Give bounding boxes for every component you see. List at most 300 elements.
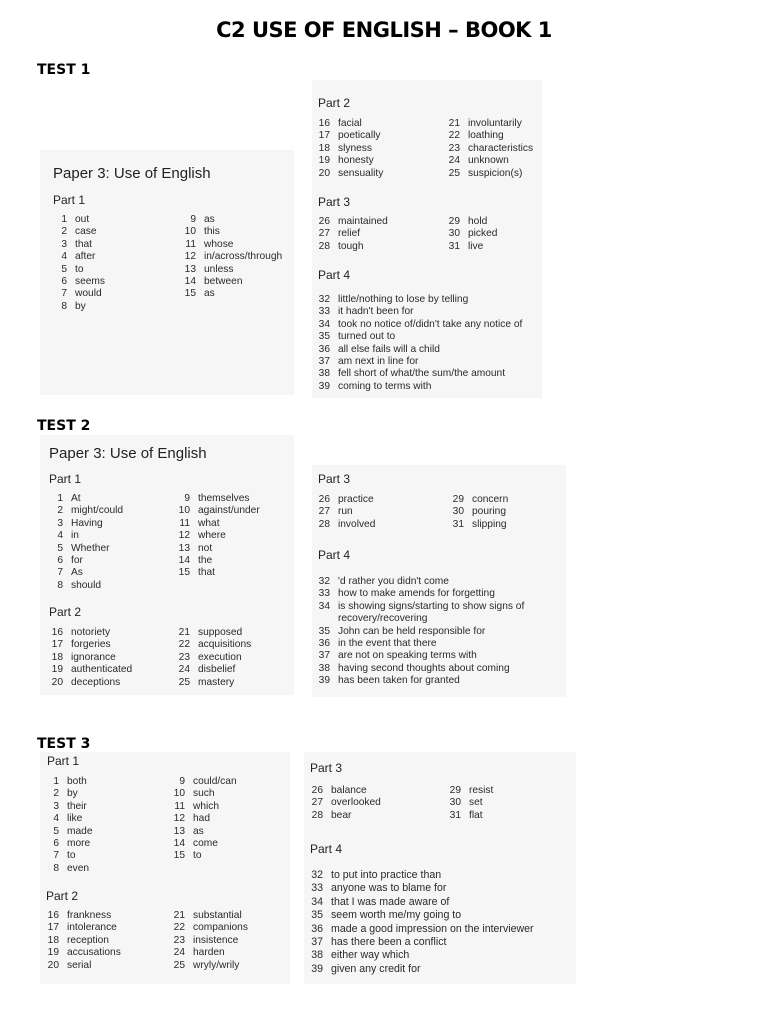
answer-row xyxy=(443,785,493,797)
answer-text: that xyxy=(198,567,215,579)
answer-number: 6 xyxy=(57,554,63,566)
answer-text: sensuality xyxy=(338,167,384,179)
answer-text: turned out to xyxy=(338,331,396,343)
answer-text: took no notice of/didn't take any notice of xyxy=(338,318,523,330)
answer-row xyxy=(49,251,105,263)
answer-number: 23 xyxy=(173,934,185,946)
answer-text: balance xyxy=(331,785,367,796)
answer-number: 7 xyxy=(57,567,63,579)
answer-number: 12 xyxy=(184,251,196,263)
answer-number: 29 xyxy=(452,494,464,505)
answer-text: insistence xyxy=(193,934,239,946)
answer-row xyxy=(49,288,105,300)
answer-number: 13 xyxy=(173,825,185,837)
answer-number: 18 xyxy=(47,934,59,946)
answer-row xyxy=(305,785,381,797)
answer-number: 8 xyxy=(53,862,59,874)
answer-text: are not on speaking terms with xyxy=(338,650,477,662)
answer-text: Whether xyxy=(71,542,110,554)
answer-row xyxy=(312,650,524,662)
answer-number xyxy=(312,613,338,625)
answer-text: more xyxy=(67,837,91,849)
answer-text: mastery xyxy=(198,676,235,688)
answer-text: substantial xyxy=(193,910,242,921)
answer-number: 36 xyxy=(318,343,330,355)
answer-text: in xyxy=(71,530,79,542)
answer-row xyxy=(312,306,522,318)
test-2-part-3-col-2 xyxy=(446,494,508,531)
answer-text: made a good impression on the interviewer xyxy=(331,922,534,935)
answer-row xyxy=(45,505,123,517)
answer-row xyxy=(45,543,123,555)
answer-text: against/under xyxy=(198,505,260,517)
answer-row xyxy=(312,506,375,518)
answer-text: wryly/wrily xyxy=(193,959,240,971)
part-2-title: Part 2 xyxy=(49,605,82,619)
answer-text: involved xyxy=(338,518,376,530)
part-3-title: Part 3 xyxy=(310,761,343,775)
answer-row xyxy=(45,639,132,651)
answer-number: 14 xyxy=(178,554,190,566)
answer-number: 20 xyxy=(47,959,59,971)
answer-row xyxy=(312,576,524,588)
answer-number: 34 xyxy=(318,318,330,330)
answer-number: 23 xyxy=(448,142,460,154)
test-3-part-1-col-1 xyxy=(41,776,92,875)
answer-number: 10 xyxy=(173,788,185,800)
answer-row xyxy=(172,664,251,676)
answer-number: 7 xyxy=(53,850,59,862)
answer-text: seem worth me/my going to xyxy=(331,909,462,922)
answer-number: 33 xyxy=(318,588,330,600)
answer-text: by xyxy=(67,788,78,800)
answer-number: 38 xyxy=(318,662,330,674)
answer-text: had xyxy=(193,813,210,825)
answer-row xyxy=(41,863,92,875)
answer-text: fell short of what/the sum/the amount xyxy=(338,368,506,380)
answer-number: 35 xyxy=(318,331,330,343)
answer-text: given any credit for xyxy=(331,962,421,975)
answer-number: 28 xyxy=(318,518,330,530)
answer-text: such xyxy=(193,788,215,800)
answer-number: 36 xyxy=(311,922,323,935)
answer-text: execution xyxy=(198,651,242,663)
answer-row xyxy=(312,626,524,638)
answer-row xyxy=(442,241,497,253)
answer-row xyxy=(172,652,251,664)
answer-number: 28 xyxy=(318,240,330,252)
answer-text: has been taken for granted xyxy=(338,675,460,687)
answer-text: made xyxy=(67,825,93,837)
test-2-part-2-col-2 xyxy=(172,627,251,689)
answer-row xyxy=(41,801,92,813)
answer-number: 3 xyxy=(53,800,59,812)
answer-row xyxy=(312,216,388,228)
answer-row xyxy=(167,947,248,959)
answer-row xyxy=(442,168,533,180)
answer-number: 7 xyxy=(61,288,67,300)
answer-text: involuntarily xyxy=(468,118,522,129)
answer-number: 24 xyxy=(448,155,460,167)
answer-number: 13 xyxy=(178,542,190,554)
answer-row xyxy=(41,813,92,825)
part-1-title: Part 1 xyxy=(47,754,80,768)
test-1-part-4-list xyxy=(312,294,522,393)
answer-text: by xyxy=(75,300,86,312)
test-3-part-2-col-2 xyxy=(167,910,248,972)
answer-text: case xyxy=(75,226,97,238)
answer-row xyxy=(167,826,237,838)
answer-number: 14 xyxy=(184,275,196,287)
answer-text: coming to terms with xyxy=(338,380,432,392)
answer-number: 12 xyxy=(178,530,190,542)
answer-row xyxy=(446,494,508,506)
answer-row xyxy=(312,143,383,155)
answer-number: 38 xyxy=(318,368,330,380)
answer-row xyxy=(178,288,282,300)
answer-number: 38 xyxy=(311,949,323,962)
answer-text: ignorance xyxy=(71,651,116,663)
answer-row xyxy=(49,276,105,288)
answer-number: 33 xyxy=(311,882,323,895)
answer-number: 6 xyxy=(53,837,59,849)
answer-text: live xyxy=(468,240,484,252)
answer-row xyxy=(442,143,533,155)
answer-number: 17 xyxy=(51,639,63,651)
answer-row xyxy=(178,214,282,226)
answer-text: which xyxy=(193,800,220,812)
answer-row xyxy=(312,228,388,240)
answer-row xyxy=(49,226,105,238)
answer-text: anyone was to blame for xyxy=(331,882,447,895)
answer-text: unknown xyxy=(468,155,509,167)
answer-number: 17 xyxy=(47,922,59,934)
answer-row xyxy=(41,935,121,947)
answer-row xyxy=(312,344,522,356)
answer-number: 20 xyxy=(318,167,330,179)
answer-row xyxy=(49,214,105,226)
answer-row xyxy=(305,869,534,882)
answer-number: 39 xyxy=(318,380,330,392)
answer-number: 3 xyxy=(61,238,67,250)
answer-number: 33 xyxy=(318,306,330,318)
answer-row xyxy=(442,228,497,240)
answer-text: to xyxy=(67,850,76,862)
answer-text: that I was made aware of xyxy=(331,895,450,908)
answer-row xyxy=(41,960,121,972)
answer-text: after xyxy=(75,251,96,263)
answer-row xyxy=(312,368,522,380)
part-3-title: Part 3 xyxy=(318,472,351,486)
answer-text: relief xyxy=(338,228,361,240)
answer-row xyxy=(312,588,524,600)
answer-text: resist xyxy=(469,785,494,796)
answer-text: suspicion(s) xyxy=(468,167,523,179)
answer-text: the xyxy=(198,554,213,566)
answer-text: could/can xyxy=(193,776,237,787)
part-1-title: Part 1 xyxy=(49,472,82,486)
answer-row xyxy=(178,264,282,276)
answer-row xyxy=(312,663,524,675)
answer-row xyxy=(305,923,534,936)
answer-row xyxy=(41,838,92,850)
answer-row xyxy=(41,776,92,788)
answer-text: deceptions xyxy=(71,676,121,688)
answer-number: 25 xyxy=(173,959,185,971)
answer-number: 9 xyxy=(190,214,196,225)
answer-row xyxy=(45,530,123,542)
answer-row xyxy=(312,519,375,531)
part-4-title: Part 4 xyxy=(310,842,343,856)
answer-row xyxy=(172,677,251,689)
answer-text: slyness xyxy=(338,142,372,154)
answer-text: what xyxy=(198,517,220,529)
test-3-part-4-list xyxy=(305,869,534,976)
answer-text: between xyxy=(204,275,243,287)
answer-text: as xyxy=(193,825,204,837)
answer-row xyxy=(442,155,533,167)
answer-number: 23 xyxy=(178,651,190,663)
answer-number: 3 xyxy=(57,517,63,529)
answer-row xyxy=(41,826,92,838)
answer-number: 15 xyxy=(173,850,185,862)
answer-number: 5 xyxy=(53,825,59,837)
answer-number: 24 xyxy=(173,947,185,959)
answer-text: notoriety xyxy=(71,627,111,638)
answer-text: come xyxy=(193,837,218,849)
test-1-part-2-col-1 xyxy=(312,118,383,180)
answer-text: acquisitions xyxy=(198,639,252,651)
answer-row xyxy=(312,118,383,130)
answer-row xyxy=(305,810,381,822)
answer-row xyxy=(45,567,123,579)
paper-title: Paper 3: Use of English xyxy=(53,165,211,182)
answer-text: hold xyxy=(468,216,488,227)
answer-row xyxy=(305,909,534,922)
answer-text: reception xyxy=(67,934,109,946)
answer-text: flat xyxy=(469,809,483,821)
part-1-title: Part 1 xyxy=(53,193,86,207)
answer-text: overlooked xyxy=(331,797,381,809)
answer-number: 15 xyxy=(184,288,196,300)
answer-number: 26 xyxy=(318,216,330,227)
answer-text: serial xyxy=(67,959,92,971)
answer-number: 19 xyxy=(47,947,59,959)
answer-row xyxy=(172,639,251,651)
answer-number: 1 xyxy=(57,493,63,504)
answer-row xyxy=(443,797,493,809)
answer-number: 28 xyxy=(311,809,323,821)
test-3-part-3-col-2 xyxy=(443,785,493,822)
answer-row xyxy=(167,788,237,800)
test-2-part-1-col-2 xyxy=(172,493,260,580)
answer-number: 27 xyxy=(311,797,323,809)
answer-row xyxy=(49,264,105,276)
answer-row xyxy=(312,155,383,167)
test-1-part-1-col-1 xyxy=(49,214,105,313)
answer-number: 17 xyxy=(318,130,330,142)
answer-text: companions xyxy=(193,922,248,934)
answer-row xyxy=(172,530,260,542)
answer-text: authenticated xyxy=(71,664,133,676)
answer-text: having second thoughts about coming xyxy=(338,662,510,674)
answer-text: harden xyxy=(193,947,225,959)
part-4-title: Part 4 xyxy=(318,268,351,282)
answer-number: 21 xyxy=(173,910,185,921)
answer-row xyxy=(172,555,260,567)
answer-row xyxy=(305,936,534,949)
answer-text: all else fails will a child xyxy=(338,343,440,355)
answer-text: how to make amends for forgetting xyxy=(338,588,495,600)
answer-row xyxy=(167,850,237,862)
answer-number: 10 xyxy=(184,226,196,238)
answer-text: whose xyxy=(204,238,234,250)
answer-row xyxy=(45,493,123,505)
test-1-part-2-col-2 xyxy=(442,118,533,180)
answer-row xyxy=(167,776,237,788)
test-1-part-1-col-2 xyxy=(178,214,282,301)
answer-text: in the event that there xyxy=(338,637,437,649)
answer-number: 37 xyxy=(318,650,330,662)
answer-text: forgeries xyxy=(71,639,111,651)
answer-number: 11 xyxy=(185,238,196,250)
answer-row xyxy=(172,505,260,517)
answer-row xyxy=(312,241,388,253)
answer-text: to put into practice than xyxy=(331,869,442,881)
answer-number: 34 xyxy=(311,895,323,908)
answer-text: should xyxy=(71,579,102,591)
answer-number: 22 xyxy=(448,130,460,142)
answer-text: would xyxy=(75,288,102,300)
answer-number: 8 xyxy=(57,579,63,591)
answer-row xyxy=(172,493,260,505)
answer-number: 19 xyxy=(51,664,63,676)
answer-row xyxy=(45,664,132,676)
part-3-title: Part 3 xyxy=(318,195,351,209)
paper-title: Paper 3: Use of English xyxy=(49,445,207,462)
answer-number: 5 xyxy=(61,263,67,275)
answer-row xyxy=(167,910,248,922)
answer-number: 32 xyxy=(318,294,330,305)
answer-row xyxy=(312,331,522,343)
answer-text: characteristics xyxy=(468,142,534,154)
answer-text: honesty xyxy=(338,155,374,167)
answer-number: 1 xyxy=(61,214,67,225)
answer-row xyxy=(172,518,260,530)
answer-row xyxy=(41,922,121,934)
answer-text: supposed xyxy=(198,627,243,638)
answer-row xyxy=(442,118,533,130)
answer-text: to xyxy=(75,263,84,275)
answer-row xyxy=(41,910,121,922)
answer-number: 25 xyxy=(448,167,460,179)
answer-number: 29 xyxy=(449,785,461,796)
answer-number: 31 xyxy=(449,809,461,821)
answer-row xyxy=(178,239,282,251)
answer-text: has there been a conflict xyxy=(331,935,447,948)
answer-text: themselves xyxy=(198,493,250,504)
answer-text: bear xyxy=(331,809,352,821)
answer-row xyxy=(41,947,121,959)
answer-row xyxy=(45,627,132,639)
answer-row xyxy=(167,838,237,850)
answer-text: As xyxy=(71,567,83,579)
answer-row xyxy=(312,381,522,393)
answer-text: seems xyxy=(75,275,106,287)
answer-number: 16 xyxy=(51,627,63,638)
answer-row xyxy=(305,896,534,909)
test-3-part-1-col-2 xyxy=(167,776,237,863)
answer-row xyxy=(312,638,524,650)
answer-number: 20 xyxy=(51,676,63,688)
answer-row xyxy=(172,567,260,579)
answer-text: as xyxy=(204,214,215,225)
answer-text: John can be held responsible for xyxy=(338,625,486,637)
answer-text: practice xyxy=(338,494,374,505)
answer-row xyxy=(178,276,282,288)
test-1-part-3-col-2 xyxy=(442,216,497,253)
answer-text: recovery/recovering xyxy=(338,613,428,625)
test-2-part-4-list xyxy=(312,576,524,688)
answer-row xyxy=(49,239,105,251)
answer-row xyxy=(49,301,105,313)
answer-row xyxy=(305,963,534,976)
answer-text: loathing xyxy=(468,130,504,142)
answer-text: tough xyxy=(338,240,364,252)
answer-text: Having xyxy=(71,517,103,529)
page-title: C2 USE OF ENGLISH – BOOK 1 xyxy=(216,18,552,42)
answer-row xyxy=(312,613,524,625)
answer-number: 35 xyxy=(318,625,330,637)
answer-number: 18 xyxy=(51,651,63,663)
answer-number: 12 xyxy=(173,813,185,825)
answer-text: accusations xyxy=(67,947,121,959)
answer-number: 2 xyxy=(53,788,59,800)
answer-number: 27 xyxy=(318,228,330,240)
answer-number: 39 xyxy=(318,675,330,687)
test-3-part-3-col-1 xyxy=(305,785,381,822)
answer-row xyxy=(446,506,508,518)
answer-number: 31 xyxy=(452,518,464,530)
answer-number: 2 xyxy=(57,505,63,517)
answer-text: concern xyxy=(472,494,509,505)
answer-row xyxy=(442,216,497,228)
answer-text: little/nothing to lose by telling xyxy=(338,294,469,305)
answer-text: am next in line for xyxy=(338,355,419,367)
answer-row xyxy=(172,543,260,555)
answer-number: 16 xyxy=(47,910,59,921)
answer-number: 30 xyxy=(448,228,460,240)
answer-row xyxy=(167,813,237,825)
answer-text: it hadn't been for xyxy=(338,306,414,318)
answer-row xyxy=(312,675,524,687)
answer-text: as xyxy=(204,288,215,300)
answer-text: not xyxy=(198,542,213,554)
answer-text: pouring xyxy=(472,506,506,518)
answer-number: 22 xyxy=(173,922,185,934)
answer-text: maintained xyxy=(338,216,388,227)
answer-row xyxy=(178,226,282,238)
answer-text: like xyxy=(67,813,83,825)
answer-number: 32 xyxy=(311,869,323,881)
answer-number: 21 xyxy=(448,118,460,129)
answer-text: poetically xyxy=(338,130,381,142)
answer-number: 31 xyxy=(448,240,460,252)
answer-number: 5 xyxy=(57,542,63,554)
answer-text: for xyxy=(71,554,83,566)
answer-text: that xyxy=(75,238,92,250)
answer-number: 26 xyxy=(311,785,323,796)
